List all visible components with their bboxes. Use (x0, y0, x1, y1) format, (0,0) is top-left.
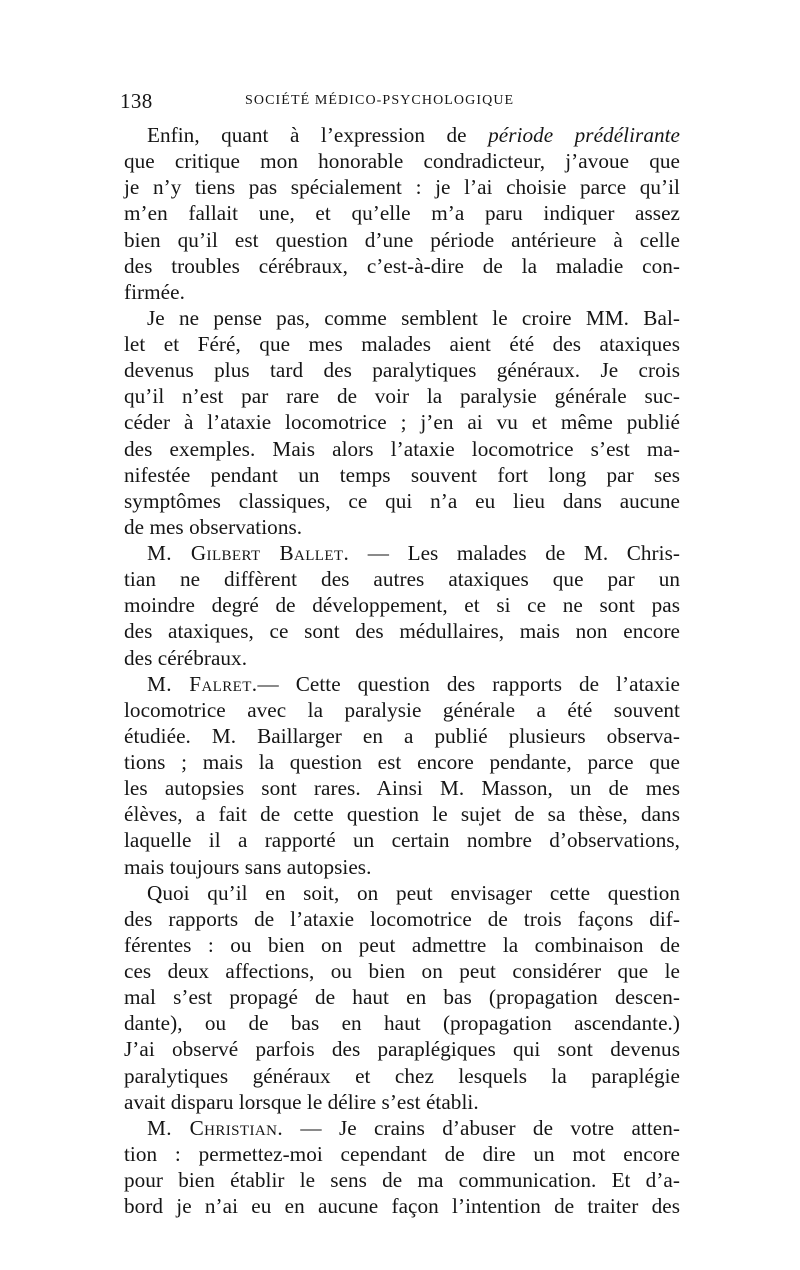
text-line: paralytiques généraux et chez lesquels la paraplégie (124, 1063, 680, 1088)
text-line: pour bien établir le sens de ma communication. Et d’a- (124, 1168, 680, 1192)
text-line: tian ne diffèrent des autres ataxiques que par un (124, 567, 680, 592)
text-line: devenus plus tard des paralytiques généraux. Je crois (124, 358, 680, 383)
speaker-line: M. Christian. — Je crains d’abuser de votre atten- (147, 1115, 680, 1140)
speaker-line: M. Gilbert Ballet. — Les malades de M. Chris- (147, 541, 681, 565)
speaker-name: M. Christian. (147, 1115, 284, 1140)
text-line: dante), ou de bas en haut (propagation ascendante.) (124, 1011, 680, 1036)
text-line: élèves, a fait de cette question le sujet de sa thèse, dans (124, 802, 680, 827)
text-line: let et Féré, que mes malades aient été des ataxiques (124, 332, 680, 356)
text-line: moindre degré de développement, et si ce ne sont pas (124, 593, 680, 618)
text-line: céder à l’ataxie locomotrice ; j’en ai vu et même publié (124, 410, 680, 435)
text-line: avait disparu lorsque le délire s’est établi. (124, 1089, 479, 1114)
text-line: étudiée. M. Baillarger en a publié plusieurs observa- (124, 723, 680, 748)
text-line: J’ai observé parfois des paraplégiques qui sont devenus (124, 1037, 680, 1062)
text-line: que critique mon honorable condradicteur, j’avoue que (124, 149, 680, 174)
text-line: tions ; mais la question est encore pendante, parce que (124, 750, 680, 774)
page-number: 138 (120, 89, 153, 113)
text-line: m’en fallait une, et qu’elle m’a paru indiquer assez (124, 201, 680, 226)
page-header (120, 86, 682, 116)
text-line: des rapports de l’ataxie locomotrice de trois façons dif- (124, 906, 680, 931)
text-line: firmée. (124, 279, 185, 304)
text-line: je n’y tiens pas spécialement : je l’ai choisie parce qu’il (124, 175, 680, 200)
speaker-name: M. Falret. (147, 671, 258, 696)
text-line: qu’il n’est par rare de voir la paralysie générale suc- (124, 384, 680, 409)
text-line: Enfin, quant à l’expression de période prédélirante (147, 123, 680, 147)
text-line: des cérébraux. (124, 645, 248, 670)
speaker-line: M. Falret.— Cette question des rapports de l’ataxie (147, 671, 680, 696)
text-line: mais toujours sans autopsies. (124, 854, 372, 879)
running-title: SOCIÉTÉ MÉDICO-PSYCHOLOGIQUE (245, 93, 515, 108)
text-line: symptômes classiques, ce qui n’a eu lieu dans aucune (124, 488, 680, 513)
text-line: des ataxiques, ce sont des médullaires, mais non encore (124, 619, 680, 644)
text-line: de mes observations. (124, 514, 303, 539)
text-line: férentes : ou bien on peut admettre la combinaison de (124, 932, 680, 957)
speaker-name: M. Gilbert Ballet. (147, 541, 350, 565)
text-line: nifestée pendant un temps souvent fort long par ses (124, 462, 680, 487)
text-line: des troubles cérébraux, c’est-à-dire de la maladie con- (124, 253, 680, 278)
text-line: mal s’est propagé de haut en bas (propagation descen- (124, 985, 680, 1010)
text-line: ces deux affections, ou bien on peut considérer que le (124, 959, 680, 983)
text-line: bien qu’il est question d’une période antérieure à celle (124, 227, 680, 252)
text-line: Je ne pense pas, comme semblent le croire MM. Bal- (147, 305, 680, 330)
text-line: Quoi qu’il en soit, on peut envisager cette question (147, 880, 680, 905)
text-line: tion : permettez-moi cependant de dire un mot encore (124, 1141, 680, 1166)
text-line: les autopsies sont rares. Ainsi M. Masson, un de mes (124, 776, 680, 801)
text-line: bord je n’ai eu en aucune façon l’intention de traiter des (124, 1194, 680, 1219)
text-line: locomotrice avec la paralysie générale a été souvent (124, 697, 680, 722)
body-text (124, 122, 680, 1219)
text-line: laquelle il a rapporté un certain nombre d’observations, (124, 828, 680, 853)
text-line: des exemples. Mais alors l’ataxie locomotrice s’est ma- (124, 436, 680, 461)
